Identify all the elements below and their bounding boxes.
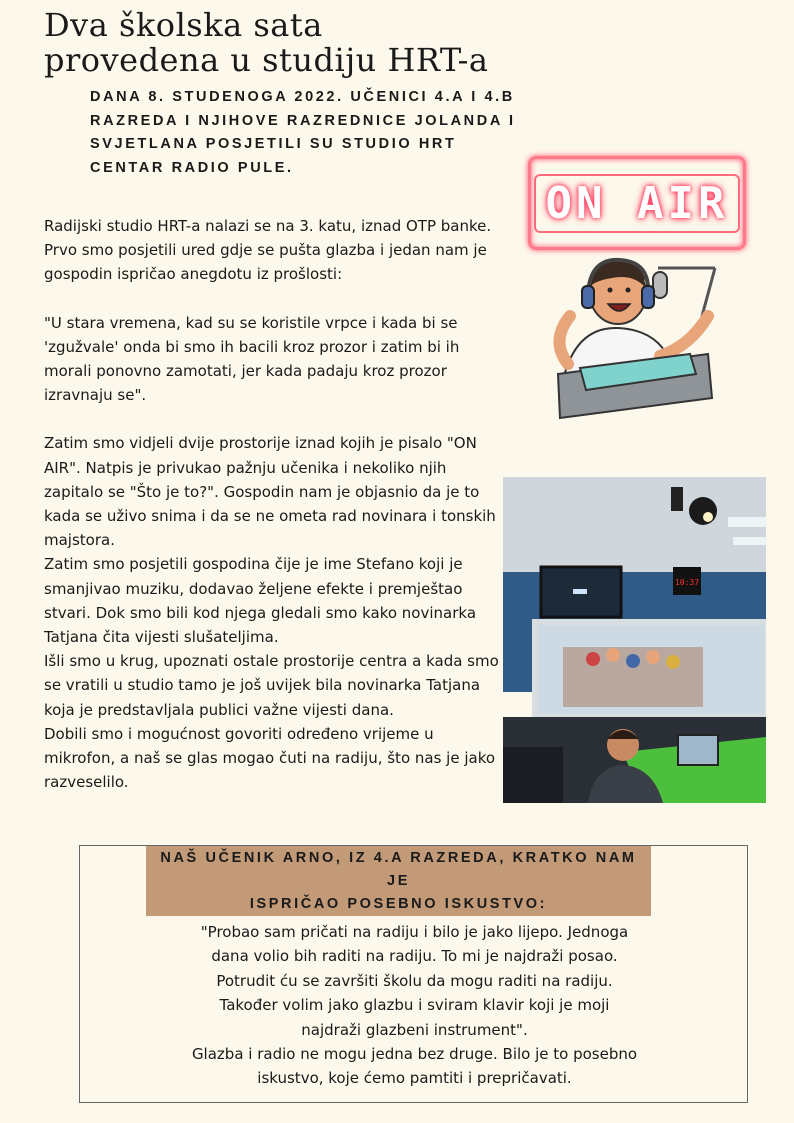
- quote-line: Potrudit ću se završiti školu da mogu raditi na radiju.: [216, 971, 613, 990]
- studio-photo: [503, 477, 766, 803]
- student-quote-box: [79, 845, 748, 1103]
- quote-text: [100, 920, 729, 1091]
- quote-line: Također volim jako glazbu i sviram klavir koji je moji: [219, 996, 610, 1015]
- quote-line: "Probao sam pričati na radiju i bilo je jako lijepo. Jednoga: [200, 923, 629, 941]
- paragraph-stefano: Zatim smo posjetili gospodina čije je ime Stefano koji je smanjivao muziku, dodavao željene efekte i premještao stvari. Dok smo bili kod njega gledali smo kako novinarka Tatjana čita vijesti slušateljima.: [44, 555, 477, 647]
- article-body: [44, 214, 504, 794]
- quote-box-heading: [146, 846, 651, 916]
- quote-line: najdraži glazbeni instrument".: [301, 1020, 528, 1039]
- paragraph-on-air: Zatim smo vidjeli dvije prostorije iznad kojih je pisalo "ON AIR". Natpis je privukao pažnju učenika i nekoliko njih zapitalo se "Što je to?". Gospodin nam je objasnio da je to kada se uživo snima i da se ne ometa rad novinara i tonskih majstora.: [44, 434, 496, 550]
- paragraph-anecdote: "U stara vremena, kad su se koristile vrpce i kada bi se 'zgužvale' onda bi smo ih bacili kroz prozor i zatim bi ih morali ponovno zamotati, jer kada padaju kroz prozor izravnaju se".: [44, 313, 460, 405]
- paragraph-microphone: Dobili smo i mogućnost govoriti određeno vrijeme u mikrofon, a naš se glas mogao čuti na radiju, što nas je jako razveselilo.: [44, 724, 496, 792]
- on-air-sign-text: ON AIR: [534, 174, 741, 233]
- title-line-1: Dva školska sata: [44, 6, 323, 44]
- quote-line: dana volio bih raditi na radiju. To mi je najdraži posao.: [211, 947, 618, 966]
- on-air-sign: [528, 156, 746, 250]
- title-line-2: provedena u studiju HRT-a: [44, 41, 489, 79]
- quote-line: iskustvo, koje ćemo pamtiti i prepričavati.: [257, 1069, 572, 1088]
- paragraph-first-visit: Prvo smo posjetili ured gdje se pušta glazba i jedan nam je gospodin ispričao anegdotu iz prošlosti:: [44, 241, 487, 284]
- paragraph-tour: Išli smo u krug, upoznati ostale prostorije centra a kada smo se vratili u studio tamo je još uvijek bila novinarka Tatjana koja je predstavljala publici važne vijesti dana.: [44, 652, 499, 719]
- quote-heading-line-2: ISPRIČAO POSEBNO ISKUSTVO:: [249, 895, 548, 912]
- paragraph-location: Radijski studio HRT-a nalazi se na 3. katu, iznad OTP banke.: [44, 217, 492, 235]
- quote-heading-line-1: NAŠ UČENIK ARNO, IZ 4.A RAZREDA, KRATKO NAM JE: [160, 849, 637, 889]
- quote-line: Glazba i radio ne mogu jedna bez druge. Bilo je to posebno: [191, 1045, 638, 1064]
- lead-paragraph: DANA 8. STUDENOGA 2022. UČENICI 4.A I 4.B RAZREDA I NJIHOVE RAZREDNICE JOLANDA I SVJETLANA POSJETILI SU STUDIO HRT CENTAR RADIO PULE.: [90, 89, 516, 176]
- studio-clock-reading: 10:37: [674, 578, 700, 587]
- radio-host-illustration: [540, 246, 730, 422]
- page-title: [44, 8, 514, 78]
